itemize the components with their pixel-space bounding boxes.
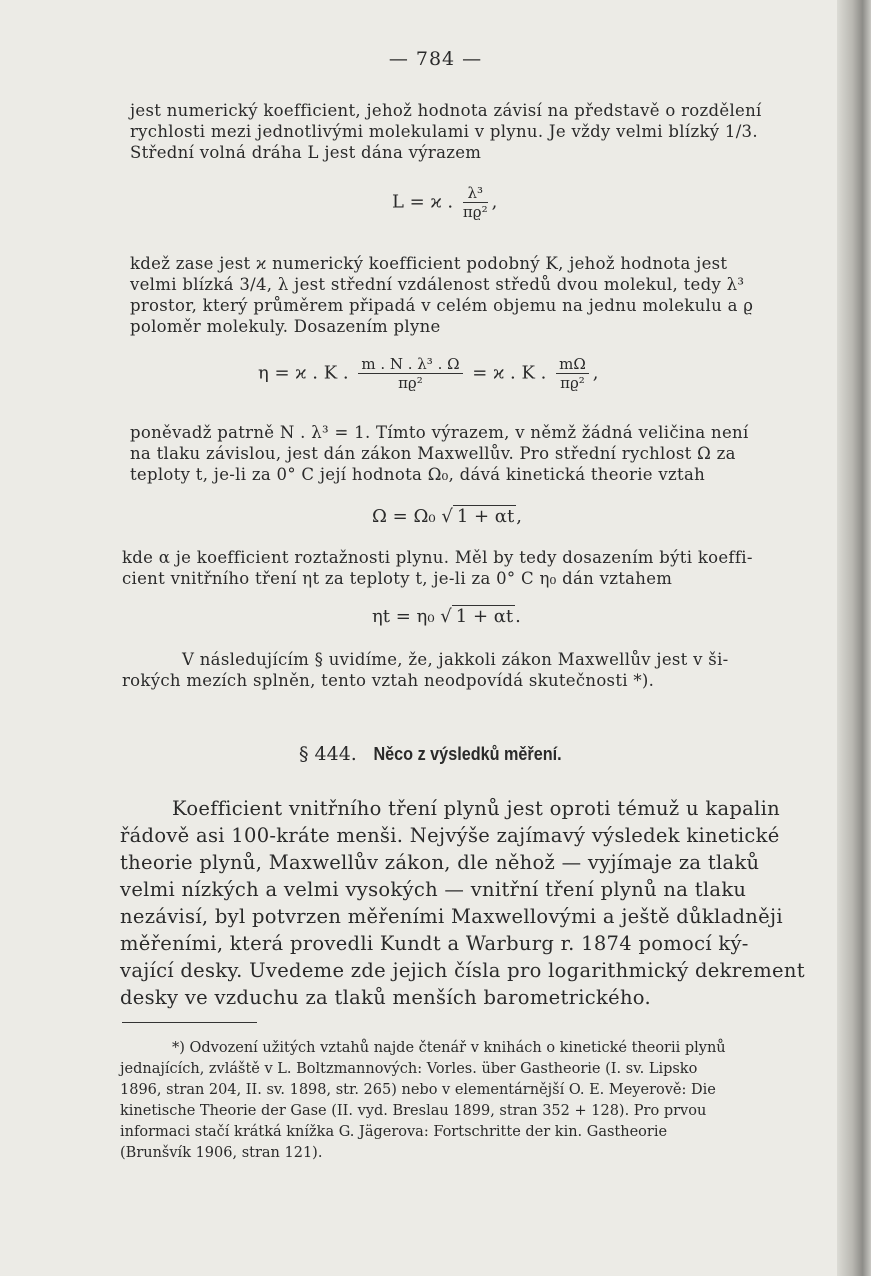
fraction-numerator: m . N . λ³ . Ω <box>358 355 462 374</box>
equation-tail: , <box>516 506 522 527</box>
sqrt-sign: √ <box>440 606 452 627</box>
text-line: velmi blízká 3/4, λ jest střední vzdálenost středů dvou molekul, tedy λ³ <box>130 275 745 294</box>
equation-fraction <box>463 184 488 221</box>
paragraph-4 <box>122 547 782 589</box>
paragraph-2 <box>130 253 780 337</box>
equation-lhs: L = ϰ . <box>392 191 454 213</box>
equation-tail: . <box>515 606 521 627</box>
footnote-line: (Brunšvík 1906, stran 121). <box>120 1145 323 1161</box>
sqrt-radicand: 1 + αt <box>453 505 516 527</box>
text-line: velmi nízkých a velmi vysokých — vnitřní tření plynů na tlaku <box>120 878 747 901</box>
text-line: poloměr molekuly. Dosazením plyne <box>130 317 441 336</box>
equation-viscosity-temperature <box>372 606 521 627</box>
text-line: vající desky. Uvedeme zde jejich čísla pro logarithmický dekrement <box>120 959 805 982</box>
text-line: Střední volná dráha L jest dána výrazem <box>130 143 482 162</box>
text-line: měřeními, která provedli Kundt a Warburg r. 1874 pomocí ký- <box>120 932 749 955</box>
sqrt-radicand: 1 + αt <box>452 605 515 627</box>
equation-middle: = ϰ . K . <box>472 362 547 384</box>
fraction-numerator: λ³ <box>463 184 488 203</box>
equation-lhs: Ω = Ω₀ <box>372 506 436 527</box>
equation-lhs: ηt = η₀ <box>372 606 435 627</box>
equation-lhs: η = ϰ . K . <box>258 362 349 384</box>
text-line: prostor, který průměrem připadá v celém objemu na jednu molekulu a ϱ <box>130 296 754 315</box>
footnote-line: informaci stačí krátká knížka G. Jägerova: Fortschritte der kin. Gastheorie <box>120 1124 668 1140</box>
text-line: cient vnitřního tření ηt za teploty t, je-li za 0° C η₀ dán vztahem <box>122 569 673 588</box>
fraction-numerator: mΩ <box>556 355 589 374</box>
footnote-separator <box>122 1022 257 1023</box>
page-edge-shadow <box>837 0 871 1276</box>
sqrt-sign: √ <box>441 506 453 527</box>
text-line: V následujícím § uvidíme, že, jakkoli zákon Maxwellův jest v ši- <box>182 650 729 669</box>
fraction-denominator: πϱ² <box>398 374 423 392</box>
text-line: poněvadž patrně N . λ³ = 1. Tímto výrazem, v němž žádná veličina není <box>130 423 749 442</box>
equation-free-path <box>392 184 497 221</box>
text-line: theorie plynů, Maxwellův zákon, dle něhož — vyjímaje za tlaků <box>120 851 760 874</box>
footnote-line: 1896, stran 204, II. sv. 1898, str. 265) nebo v elementárnější O. E. Meyerově: Die <box>120 1082 716 1098</box>
equation-fraction-1 <box>358 355 462 392</box>
footnote-line: kinetische Theorie der Gase (II. vyd. Breslau 1899, stran 352 + 128). Pro prvou <box>120 1103 707 1119</box>
text-line: řádově asi 100-kráte menši. Nejvýše zajímavý výsledek kinetické <box>120 824 780 847</box>
footnote-line: *) Odvození užitých vztahů najde čtenář v knihách o kinetické theorii plynů <box>172 1040 726 1056</box>
footnote-line: jednajících, zvláště v L. Boltzmannových: Vorles. über Gastheorie (I. sv. Lipsko <box>120 1061 698 1077</box>
text-line: kdež zase jest ϰ numerický koefficient podobný K, jehož hodnota jest <box>130 254 728 273</box>
paragraph-1 <box>130 100 780 163</box>
text-line: na tlaku závislou, jest dán zákon Maxwellův. Pro střední rychlost Ω za <box>130 444 736 463</box>
text-line: rychlosti mezi jednotlivými molekulami v plynu. Je vždy velmi blízký 1/3. <box>130 122 758 141</box>
fraction-denominator: πϱ² <box>462 203 488 221</box>
equation-fraction-2 <box>556 355 589 392</box>
text-line: rokých mezích splněn, tento vztah neodpovídá skutečnosti *). <box>122 671 655 690</box>
section-heading <box>0 743 871 765</box>
text-line: teploty t, je-li za 0° C její hodnota Ω₀, dává kinetická theorie vztah <box>130 465 706 484</box>
equation-tail: , <box>491 191 498 213</box>
section-number: § 444. <box>299 743 357 765</box>
paragraph-6 <box>120 795 805 1011</box>
equation-velocity <box>372 506 522 527</box>
page-number: — 784 — <box>388 48 483 70</box>
text-line: kde α je koefficient roztažnosti plynu. Měl by tedy dosazením býti koeffi- <box>122 548 753 567</box>
footnote <box>120 1038 780 1164</box>
fraction-denominator: πϱ² <box>560 374 585 392</box>
paragraph-5 <box>122 649 782 691</box>
section-title: Něco z výsledků měření. <box>373 744 562 764</box>
equation-viscosity <box>258 355 599 392</box>
text-line: Koefficient vnitřního tření plynů jest oproti témuž u kapalin <box>172 797 781 820</box>
text-line: nezávisí, byl potvrzen měřeními Maxwellovými a ještě důkladněji <box>120 905 783 928</box>
equation-tail: , <box>592 362 599 384</box>
paragraph-3 <box>130 422 780 485</box>
text-line: desky ve vzduchu za tlaků menších barometrického. <box>120 986 651 1009</box>
text-line: jest numerický koefficient, jehož hodnota závisí na představě o rozdělení <box>130 101 762 120</box>
